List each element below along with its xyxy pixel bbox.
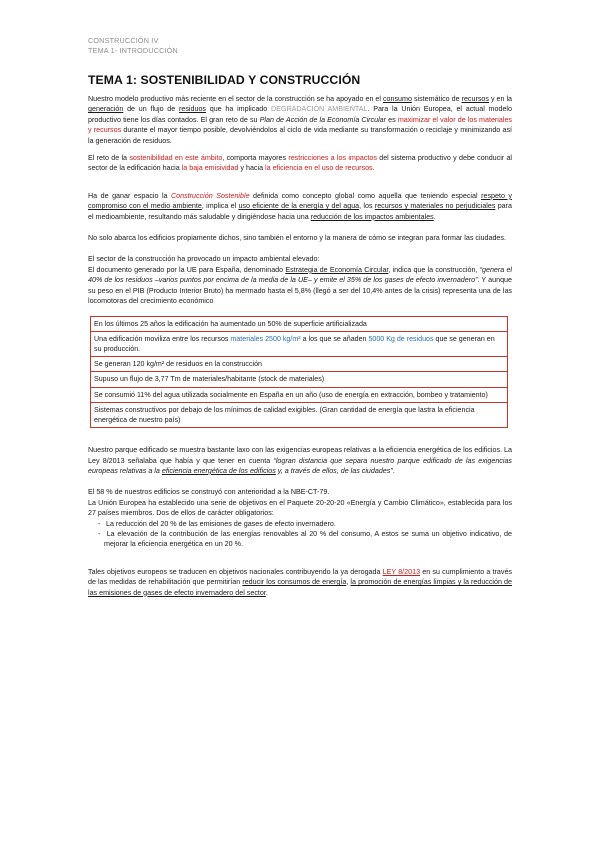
header-section: TEMA 1- INTRODUCCIÓN	[88, 46, 178, 55]
list-item: - La reducción del 20 % de las emisiones de gases de efecto invernadero.	[98, 519, 336, 528]
page-title: TEMA 1: SOSTENIBILIDAD Y CONSTRUCCIÓN	[88, 73, 361, 87]
objectives-list	[88, 519, 512, 550]
paragraph-scope: No solo abarca los edificios propiamente dichos, sino también el entorno y la manera de cómo se integran para formar las ciudades.	[88, 234, 506, 243]
header-course: CONSTRUCCIÓN IV	[88, 36, 159, 45]
facts-row: Supuso un flujo de 3,77 Tm de materiales/habitante (stock de materiales)	[91, 372, 507, 387]
list-item: - La elevación de la contribución de las energías renovables al 20 % del consumo, A estos se suma un objetivo indicativo, de mejorar la eficiencia energética en un 20 %.	[98, 529, 512, 549]
facts-table	[90, 316, 508, 429]
facts-row: Se consumió 11% del agua utilizada socialmente en España en un año (uso de energía en extracción, bombeo y tratamiento)	[91, 388, 507, 403]
paragraph-impact: El sector de la construcción ha provocado un impacto ambiental elevado: El documento generado por la UE para España, denominado Estrategia de Economía Circular, indica que la construcción, “genera el 40% de los residuos –varios puntos por encima de la media de la UE– y emite el 35% de los gases de efecto invernadero”. Y aunque su peso en el PIB (Producto Interior Bruto) ha mermado hasta el 5,8% (llegó a ser del 10,4% antes de la crisis) representa una de las locomotoras del crecimiento económico	[88, 255, 513, 306]
paragraph-eu-objectives: El 58 % de nuestros edificios se construyó con anterioridad a la NBE-CT-79. La Unión Europea ha establecido una serie de objetivos en el Paquete 20-20-20 «Energía y Cambio Climático», establecida para los 27 países miembros. Dos de ellos de carácter obligatorios:	[88, 488, 512, 518]
facts-row: En los últimos 25 años la edificación ha aumentado un 50% de superficie artificializada	[91, 317, 507, 332]
facts-row: Sistemas constructivos por debajo de los mínimos de calidad exigibles. (Gran cantidad de energía que lastra la eficiencia energética de nuestro país)	[94, 405, 475, 424]
paragraph-model: Nuestro modelo productivo más reciente en el sector de la construcción se ha apoyado en el consumo sistemático de recursos y en la generación de un flujo de residuos que ha implicado DEGRADACIÓN AMBIENTAL. Para la Unión Europea, el actual modelo productivo tiene los días contados. El gran reto de su Plan de Acción de la Economía Circular es maximizar el valor de los materiales y recursos durante el mayor tiempo posible, devolviéndolos al ciclo de vida mediante su transformación o reciclaje y minimizando así la generación de residuos.	[88, 95, 512, 145]
paragraph-challenge: El reto de la sostenibilidad en este ámbito, comporta mayores restricciones a los impactos del sistema productivo y debe conducir al sector de la edificación hacia la baja emisividad y hacia la eficiencia en el uso de recursos.	[88, 154, 513, 173]
facts-row: Se generan 120 kg/m² de residuos en la construcción	[91, 357, 507, 372]
paragraph-sustainable-construction: Ha de ganar espacio la Construcción Sostenible definida como concepto global como aquella que teniendo especial respeto y compromiso con el medio ambiente, implica el uso eficiente de la energía y del agua, los recursos y materiales no perjudiciales para el medioambiente, resultando más saludable y dirigiéndose hacia una reducción de los impactos ambientales.	[88, 191, 512, 221]
paragraph-national-objectives: Tales objetivos europeos se traducen en objetivos nacionales contribuyendo la ya derogada LEY 8/2013 en su cumplimiento a través de las medidas de rehabilitación que permitirían reducir los consumos de energía, la promoción de energías limpias y la reducción de las emisiones de gases de efecto invernadero del sector.	[88, 567, 512, 597]
paragraph-building-stock: Nuestro parque edificado se muestra bastante laxo con las exigencias europeas relativas a la eficiencia energética de los edificios. La Ley 8/2013 señalaba que había y que tener en cuenta “logran distancia que separa nuestro parque edificado de las exigencias europeas relativas a la eficiencia energética de los edificios y, a través de ellos, de las ciudades”.	[88, 446, 512, 475]
facts-row: Una edificación moviliza entre los recursos materiales 2500 kg/m² a los que se añaden 5000 Kg de residuos que se generan en su producción.	[91, 332, 507, 357]
